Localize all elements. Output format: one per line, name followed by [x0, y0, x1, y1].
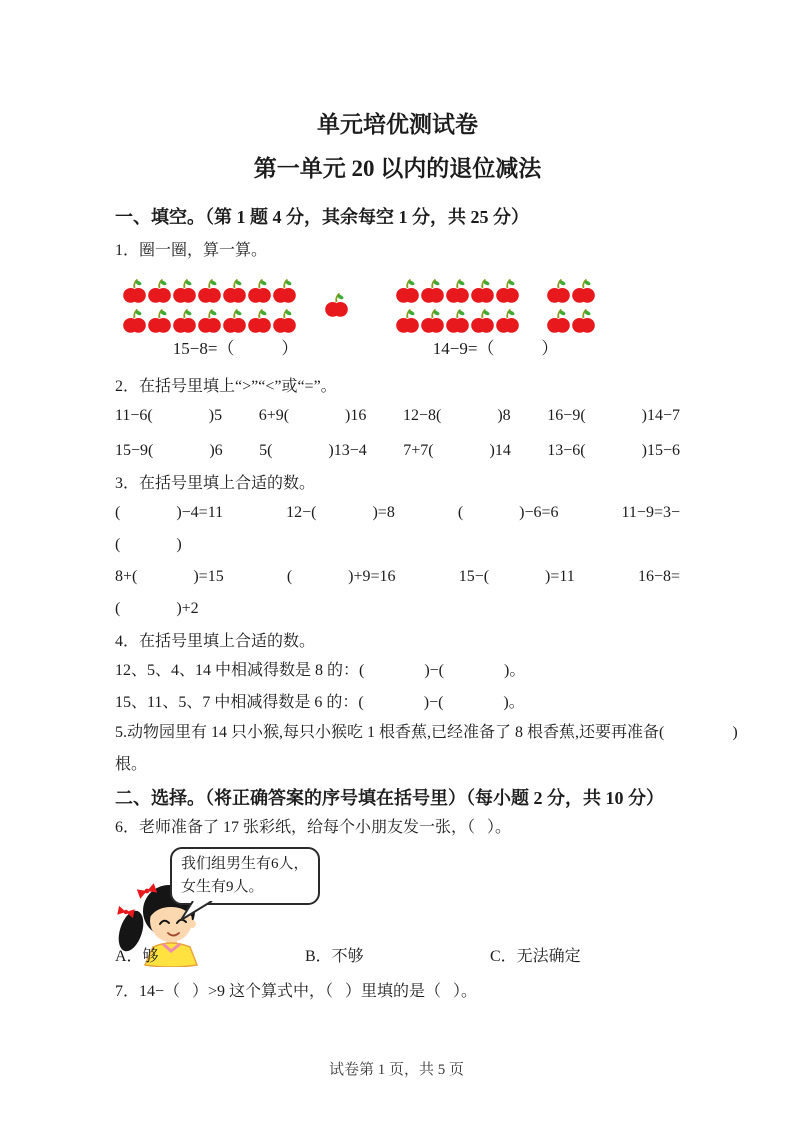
equation-14-minus-9: 14−9=（ ） — [432, 339, 559, 358]
question-7-text: 7．14−（ ）>9 这个算式中，（ ）里填的是（ ）。 — [115, 983, 478, 1000]
q2-item: 11−6( )5 — [115, 407, 223, 424]
q3-item: ( )+9=16 — [286, 568, 396, 585]
page-subtitle: 第一单元 20 以内的退位减法 — [253, 156, 542, 181]
q3-line-3 — [115, 567, 680, 587]
question-5-continuation: 根。 — [115, 756, 148, 773]
apple-icon — [223, 308, 246, 335]
q2-item: 5( )13−4 — [259, 442, 367, 459]
apple-row — [547, 278, 595, 305]
q2-row-2 — [115, 441, 680, 461]
bubble-text-line-2: 女生有9人。 — [181, 879, 264, 895]
q6-options-row — [115, 947, 680, 967]
q2-item: 6+9( )16 — [258, 407, 367, 424]
q3-item: 16−8= — [637, 568, 680, 585]
apple-icon — [421, 278, 444, 305]
question-3-text: 3．在括号里填上合适的数。 — [115, 475, 316, 492]
q3-item: 12−( )=8 — [286, 504, 395, 521]
question-2-text: 2．在括号里填上“>”“<”或“=”。 — [115, 378, 337, 395]
q2-item: 7+7( )14 — [403, 442, 511, 459]
apple-row — [547, 308, 595, 335]
apple-icon — [248, 278, 271, 305]
apple-icon — [446, 278, 469, 305]
apple-cluster — [547, 278, 595, 335]
apple-icon — [273, 308, 296, 335]
apple-cluster — [396, 278, 519, 335]
question-5-text: 5.动物园里有 14 只小猴,每只小猴吃 1 根香蕉,已经准备了 8 根香蕉,还要再准备( ) — [115, 724, 738, 741]
q4-line-1: 12、5、4、14 中相减得数是 8 的：( )−( )。 — [115, 662, 526, 679]
option-c: C．无法确定 — [490, 948, 581, 965]
apple-group-right — [396, 278, 595, 360]
apple-row — [123, 308, 296, 335]
apple-icon — [496, 308, 519, 335]
q2-item: 13−6( )15−6 — [547, 442, 680, 459]
option-a: A．够 — [115, 948, 159, 965]
equation-15-minus-8: 15−8=（ ） — [172, 339, 299, 358]
bubble-tail-icon — [178, 901, 222, 922]
q3-line-1 — [115, 503, 680, 523]
apple-group-left — [123, 278, 348, 360]
apple-icon — [396, 308, 419, 335]
q3-item: ( )−4=11 — [115, 504, 224, 521]
q3-line-2: ( ) — [115, 536, 182, 553]
q3-line-4: ( )+2 — [115, 600, 199, 617]
question-6-text: 6．老师准备了 17 张彩纸，给每个小朋友发一张，（ ）。 — [115, 819, 512, 836]
apple-icon — [325, 292, 348, 319]
apple-icon — [547, 308, 570, 335]
apple-icon — [572, 278, 595, 305]
q3-item: ( )−6=6 — [457, 504, 559, 521]
apple-icon — [173, 308, 196, 335]
question-6-visual — [115, 847, 680, 967]
apple-icon — [547, 278, 570, 305]
apple-row — [123, 278, 296, 305]
apple-icon — [198, 278, 221, 305]
apple-row — [396, 278, 519, 305]
apple-icon — [123, 278, 146, 305]
apple-icon — [148, 308, 171, 335]
apple-icon — [471, 308, 494, 335]
apple-icon — [173, 278, 196, 305]
q2-row-1 — [115, 406, 680, 426]
apple-row — [396, 308, 519, 335]
question-1-visual — [123, 278, 680, 360]
page-title: 单元培优测试卷 — [317, 112, 478, 137]
apple-icon — [273, 278, 296, 305]
q3-item: 15−( )=11 — [458, 568, 575, 585]
apple-icon — [223, 278, 246, 305]
apple-icon — [572, 308, 595, 335]
apple-cluster-left — [123, 278, 348, 336]
page-footer: 试卷第 1 页，共 5 页 — [328, 1062, 464, 1078]
apple-icon — [396, 278, 419, 305]
question-1-text: 1．圈一圈，算一算。 — [115, 242, 268, 259]
q3-item: 11−9=3− — [621, 504, 680, 521]
apple-cluster — [123, 278, 296, 335]
bubble-text-line-1: 我们组男生有6人， — [181, 856, 309, 872]
apple-icon — [421, 308, 444, 335]
q2-item: 16−9( )14−7 — [547, 407, 680, 424]
q4-line-2: 15、11、5、7 中相减得数是 6 的：( )−( )。 — [115, 694, 525, 711]
option-b: B．不够 — [305, 948, 364, 965]
q2-item: 12−8( )8 — [403, 407, 511, 424]
q3-item: 8+( )=15 — [115, 568, 224, 585]
apple-icon — [496, 278, 519, 305]
section2-heading: 二、选择。（将正确答案的序号填在括号里）（每小题 2 分，共 10 分） — [115, 788, 664, 808]
apple-icon — [148, 278, 171, 305]
apple-icon — [123, 308, 146, 335]
apple-icon — [471, 278, 494, 305]
speech-bubble — [170, 847, 320, 905]
question-4-text: 4．在括号里填上合适的数。 — [115, 633, 316, 650]
apple-icon — [198, 308, 221, 335]
section1-heading: 一、填空。（第 1 题 4 分，其余每空 1 分，共 25 分） — [115, 207, 529, 227]
q2-item: 15−9( )6 — [115, 442, 223, 459]
apple-icon — [446, 308, 469, 335]
apple-cluster-right — [396, 278, 595, 336]
apple-icon — [248, 308, 271, 335]
